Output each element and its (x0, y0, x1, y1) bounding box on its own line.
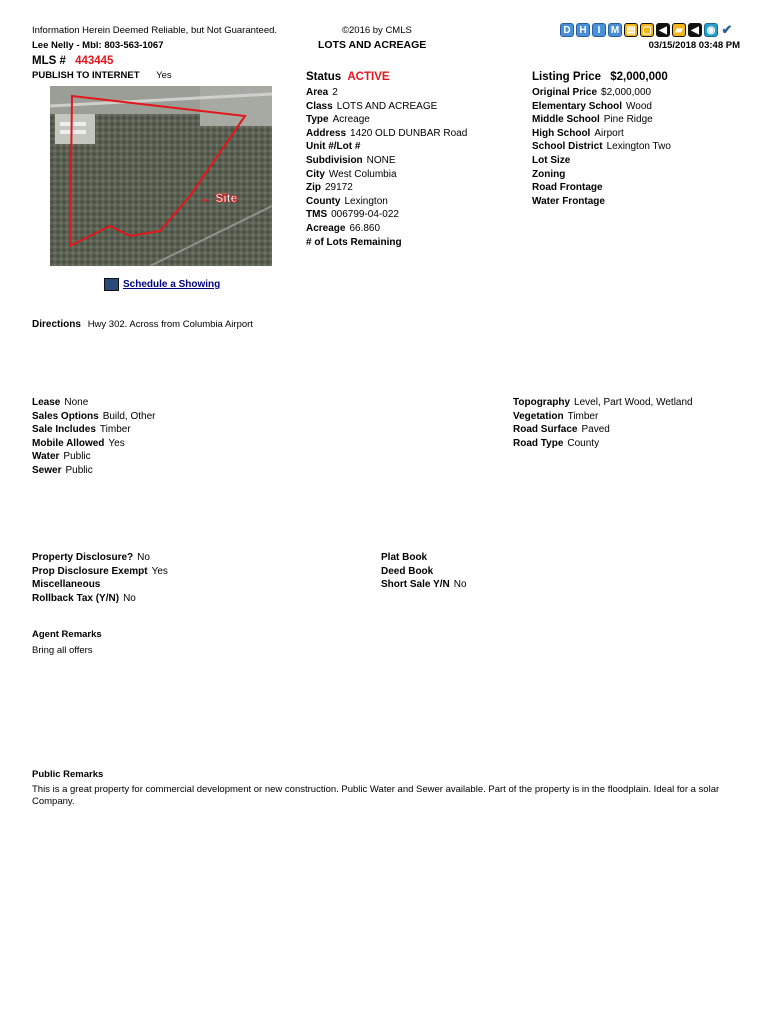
listing-price-value: $2,000,000 (610, 71, 668, 83)
field-row (532, 128, 624, 139)
field-label: Water Frontage (532, 195, 605, 207)
field-value: No (123, 592, 136, 604)
sign-icon[interactable]: ◀ (688, 23, 702, 37)
field-row (306, 223, 380, 234)
field-label: Sales Options (32, 410, 99, 422)
field-label: Type (306, 114, 329, 126)
field-row (513, 411, 598, 422)
public-remarks-label: Public Remarks (32, 769, 104, 780)
field-label: Road Type (513, 437, 564, 449)
field-row (32, 566, 168, 577)
field-value: 66.860 (349, 223, 381, 234)
field-row (32, 552, 150, 563)
field-value: 1420 OLD DUNBAR Road (350, 127, 468, 139)
field-row (532, 141, 671, 152)
field-value: Build, Other (102, 410, 156, 422)
field-value: Lexington Two (606, 141, 671, 153)
directions-value: Hwy 302. Across from Columbia Airport (87, 319, 253, 330)
field-label: Road Frontage (532, 182, 603, 194)
field-label: Plat Book (381, 552, 428, 563)
agent-remarks-label: Agent Remarks (32, 629, 102, 640)
field-label: Water (32, 451, 60, 463)
field-label: High School (532, 127, 591, 139)
field-value: County (567, 437, 600, 449)
field-label: Acreage (306, 223, 346, 234)
field-row (532, 169, 569, 180)
field-value: Lexington (344, 195, 388, 207)
field-row (306, 237, 406, 248)
field-value: Public (63, 451, 91, 463)
field-label: Area (306, 87, 329, 98)
report-type: LOTS AND ACREAGE (318, 39, 427, 51)
field-value: Pine Ridge (603, 114, 653, 126)
field-label: Elementary School (532, 100, 623, 112)
field-label: Deed Book (381, 565, 434, 577)
field-value: NONE (366, 155, 396, 166)
field-label: Zoning (532, 168, 566, 180)
publish-label: PUBLISH TO INTERNET (32, 70, 140, 81)
field-label: Road Surface (513, 424, 578, 436)
field-value: 29172 (325, 182, 353, 194)
field-row (32, 397, 88, 408)
field-value: Timber (99, 424, 131, 436)
mls-number-row (32, 55, 113, 67)
field-value: No (453, 579, 467, 591)
field-row (306, 155, 396, 166)
field-label: Class (306, 100, 333, 112)
field-value: Public (65, 465, 93, 476)
field-value: None (64, 397, 89, 408)
field-label: Vegetation (513, 410, 564, 422)
field-value: No (137, 552, 150, 563)
field-value: Level, Part Wood, Wetland (574, 397, 693, 408)
field-row (32, 579, 104, 590)
status-value: ACTIVE (347, 71, 390, 83)
publish-row (32, 70, 172, 82)
field-row (513, 424, 610, 435)
field-label: Sewer (32, 465, 62, 476)
field-label: TMS (306, 209, 328, 221)
public-remarks-text: This is a great property for commercial development or new construction. Public Water and Sewer available. Part of the property is in the floodplain. Ideal for a solar Company. (32, 784, 720, 807)
field-value: Timber (567, 410, 599, 422)
field-label: City (306, 168, 325, 180)
field-row (532, 155, 574, 166)
field-label: Lot Size (532, 155, 571, 166)
folder-icon[interactable]: ▤ (624, 23, 638, 37)
schedule-showing[interactable] (104, 278, 220, 291)
field-label: School District (532, 141, 603, 153)
field-label: Original Price (532, 87, 598, 98)
field-row (532, 87, 651, 98)
field-value: LOTS AND ACREAGE (336, 100, 438, 112)
field-row (32, 424, 131, 435)
listing-price-label: Listing Price (532, 71, 602, 83)
property-photo[interactable] (50, 86, 272, 266)
field-value: $2,000,000 (601, 87, 652, 98)
field-label: Prop Disclosure Exempt (32, 565, 148, 577)
field-row (32, 438, 125, 449)
d-icon[interactable]: D (560, 23, 574, 37)
field-value: 2 (332, 87, 338, 98)
field-row (32, 465, 93, 476)
field-label: # of Lots Remaining (306, 236, 402, 248)
field-label: Zip (306, 182, 321, 194)
field-label: Miscellaneous (32, 579, 101, 591)
m-icon[interactable]: M (608, 23, 622, 37)
site-annotation: ← Site (200, 191, 238, 205)
directions-label: Directions (32, 319, 81, 330)
mls-label: MLS # (32, 55, 66, 67)
field-row (306, 114, 370, 125)
field-row (306, 169, 397, 180)
field-value: Paved (581, 424, 610, 436)
field-value: Yes (108, 437, 125, 449)
field-row (532, 101, 652, 112)
field-row (532, 114, 653, 125)
field-value: 006799-04-022 (331, 209, 399, 221)
check-icon[interactable]: ✔ (721, 22, 733, 37)
listing-price-row (532, 71, 668, 83)
calendar-icon (104, 278, 119, 291)
field-row (306, 196, 388, 207)
field-row (32, 451, 91, 462)
aerial-map-image (50, 86, 272, 266)
copyright: ©2016 by CMLS (342, 25, 412, 36)
camera-icon[interactable]: ◉ (704, 23, 718, 37)
field-value: Airport (594, 127, 624, 139)
field-label: Property Disclosure? (32, 552, 134, 563)
field-row (513, 397, 693, 408)
directions-row (32, 319, 253, 330)
field-value: Yes (151, 565, 168, 577)
h-icon[interactable]: H (576, 23, 590, 37)
publish-value: Yes (156, 70, 172, 81)
field-label: County (306, 195, 341, 207)
field-label: Topography (513, 397, 571, 408)
field-label: Lease (32, 397, 61, 408)
field-row (532, 196, 609, 207)
field-row (532, 182, 607, 193)
field-row (306, 128, 467, 139)
field-label: Short Sale Y/N (381, 579, 450, 591)
field-row (381, 566, 437, 577)
field-row (306, 182, 353, 193)
document-icon[interactable]: ▢ (640, 23, 654, 37)
field-label: Mobile Allowed (32, 437, 105, 449)
field-value: Acreage (332, 114, 370, 126)
field-row (306, 101, 437, 112)
mls-number: 443445 (75, 55, 114, 67)
field-row (306, 141, 364, 152)
field-row (381, 579, 467, 590)
i-icon[interactable]: I (592, 23, 606, 37)
field-row (306, 87, 338, 98)
field-label: Address (306, 127, 347, 139)
field-row (32, 593, 136, 604)
report-datetime: 03/15/2018 03:48 PM (648, 40, 740, 51)
status-label: Status (306, 71, 342, 83)
field-label: Subdivision (306, 155, 363, 166)
field-label: Sale Includes (32, 424, 96, 436)
field-row (32, 411, 156, 422)
disclaimer: Information Herein Deemed Reliable, but Not Guaranteed. (32, 25, 278, 36)
megaphone-icon[interactable]: ◀ (656, 23, 670, 37)
agent-remarks-text: Bring all offers (32, 645, 93, 656)
status-row (306, 71, 390, 83)
schedule-showing-link[interactable]: Schedule a Showing (123, 279, 221, 290)
field-row (306, 209, 399, 220)
note-icon[interactable]: ▰ (672, 23, 686, 37)
field-label: Rollback Tax (Y/N) (32, 592, 120, 604)
field-row (513, 438, 599, 449)
field-row (381, 552, 431, 563)
quick-icons (560, 23, 734, 37)
field-label: Middle School (532, 114, 600, 126)
field-value: Wood (626, 100, 652, 112)
field-label: Unit #/Lot # (306, 141, 361, 153)
agent-contact: Lee Nelly - Mbl: 803-563-1067 (32, 40, 164, 51)
field-value: West Columbia (328, 168, 397, 180)
